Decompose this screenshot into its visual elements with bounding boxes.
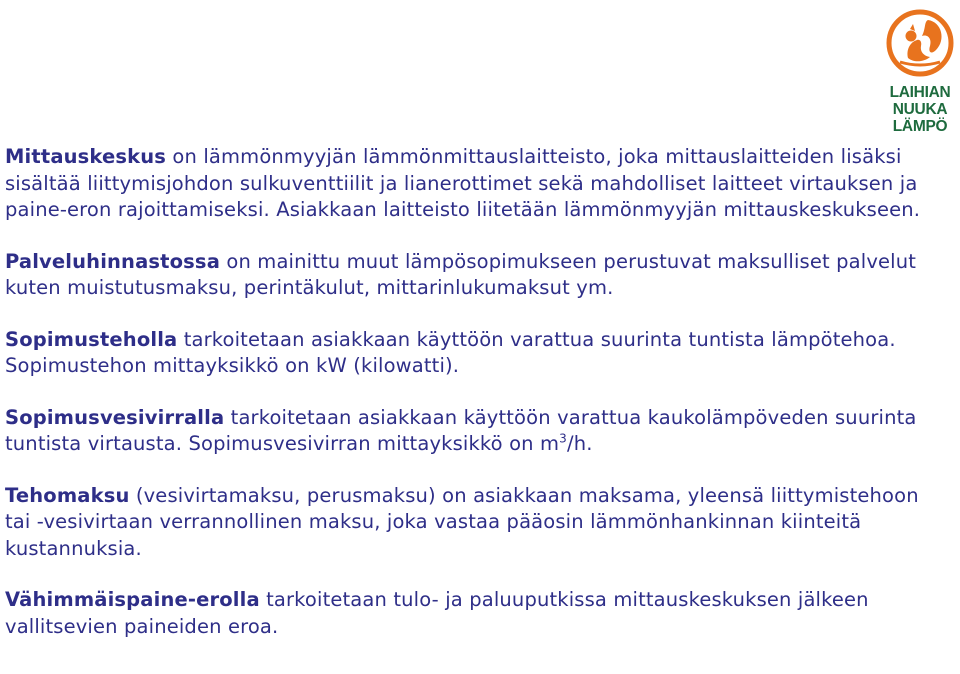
definition-tehomaksu	[5, 483, 935, 563]
logo-text-line1: LAIHIAN	[889, 84, 951, 101]
logo-text-line2: NUUKA	[892, 101, 948, 118]
definitions-list	[5, 144, 935, 665]
definition-vahimmaispaine-ero	[5, 587, 935, 640]
definition-mittauskeskus	[5, 144, 935, 224]
squirrel-logo-icon	[884, 6, 956, 86]
term-label: Sopimusteholla	[5, 327, 178, 351]
logo-text-line3: LÄMPÖ	[892, 118, 948, 135]
term-label: Mittauskeskus	[5, 145, 167, 168]
definition-text: tarkoitetaan asiakkaan käyttöön varattua suurinta tuntista lämpötehoa. Sopimustehon mittayksikkö on kW (kilowatti).	[5, 327, 896, 377]
definition-palveluhinnasto	[5, 249, 935, 302]
definition-sopimusvesivirta	[5, 405, 935, 458]
definition-text-tail: /h.	[566, 432, 593, 455]
superscript-exponent: 3	[559, 431, 567, 446]
company-logo	[884, 6, 956, 140]
definition-text: on lämmönmyyjän lämmönmittauslaitteisto, joka mittauslaitteiden lisäksi sisältää liittymisjohdon sulkuventtiilit ja lianerottimet sekä mahdolliset laitteet virtauksen ja paine-eron rajoittamiseksi. Asiakkaan laitteisto liitetään lämmönmyyjän mittauskeskukseen.	[5, 145, 921, 221]
term-label: Vähimmäispaine-erolla	[5, 588, 260, 611]
definition-text: on mainittu muut lämpösopimukseen perustuvat maksulliset palvelut kuten muistutusmaksu, perintäkulut, mittarinlukumaksut ym.	[5, 249, 917, 299]
term-label: Sopimusvesivirralla	[5, 405, 225, 429]
definition-text: tarkoitetaan asiakkaan käyttöön varattua kaukolämpöveden suurinta tuntista virtausta. Sopimusvesivirran mittayksikkö on m	[5, 405, 917, 455]
definition-sopimusteho	[5, 327, 935, 380]
definition-text: (vesivirtamaksu, perusmaksu) on asiakkaan maksama, yleensä liittymistehoon tai -vesivirtaan verrannollinen maksu, joka vastaa pääosin lämmönhankinnan kiinteitä kustannuksia.	[5, 483, 919, 560]
definition-text: tarkoitetaan tulo- ja paluuputkissa mittauskeskuksen jälkeen vallitsevien paineiden eroa.	[5, 588, 869, 638]
term-label: Palveluhinnastossa	[5, 249, 221, 273]
term-label: Tehomaksu	[5, 483, 130, 507]
